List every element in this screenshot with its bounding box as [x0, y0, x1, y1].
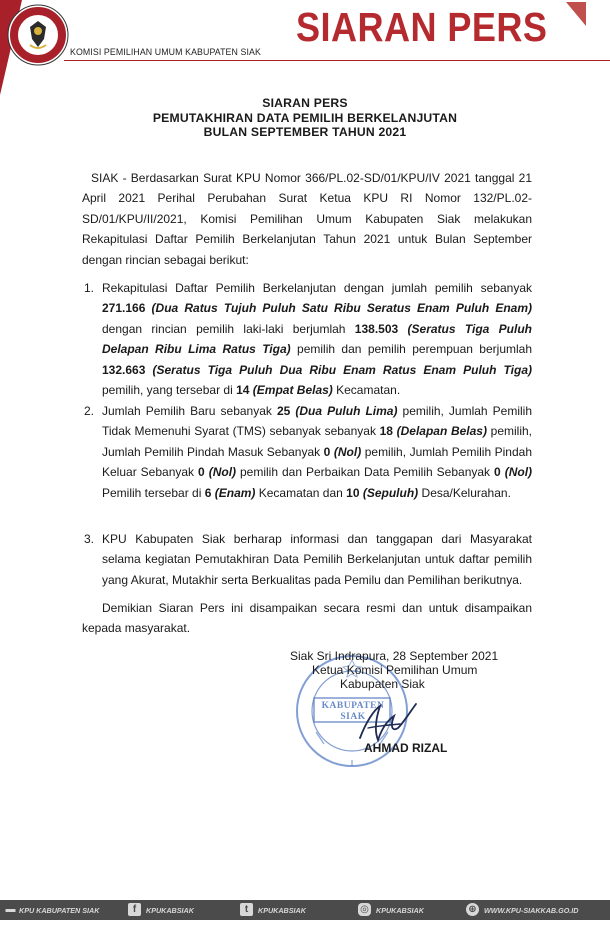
facebook-icon: f — [128, 903, 141, 916]
footer-facebook[interactable]: KPUKABSIAK — [146, 906, 194, 915]
footer-website[interactable]: WWW.KPU-SIAKKAB.GO.ID — [484, 906, 579, 915]
doc-title-line1: SIARAN PERS — [262, 96, 348, 110]
instagram-icon: ◎ — [358, 903, 371, 916]
doc-title-line3: BULAN SEPTEMBER TAHUN 2021 — [203, 125, 407, 139]
header-corner-accent — [566, 2, 586, 26]
list-item-1: Rekapitulasi Daftar Pemilih Berkelanjutan dengan jumlah pemilih sebanyak 271.166 (Dua Ratus Tujuh Puluh Satu Ribu Seratus Enam Puluh Enam) dengan rincian pemilih laki-laki berjumlah 138.503 (Seratus Tiga Puluh Delapan Ribu Lima Ratus Tiga) pemilih dan pemilih perempuan berjumlah 132.663 (Seratus Tiga Puluh Dua Ribu Enam Ratus Enam Puluh Tiga) pemilih, yang tersebar di 14 (Empat Belas) Kecamatan. — [102, 281, 532, 398]
header-divider — [64, 60, 610, 61]
list-number: 1. — [84, 281, 95, 295]
footer-twitter[interactable]: KPUKABSIAK — [258, 906, 306, 915]
kpu-mini-icon: ▬ — [5, 904, 16, 915]
closing-paragraph: Demikian Siaran Pers ini disampaikan secara resmi dan untuk disampaikan kepada masyarakat. — [82, 601, 532, 636]
signature-place-date: Siak Sri Indrapura, 28 September 2021 — [290, 649, 499, 663]
list-number: 2. — [84, 404, 95, 418]
header-big-title: SIARAN PERS — [296, 4, 548, 50]
signature-name: AHMAD RIZAL — [364, 741, 448, 755]
list-item-3: KPU Kabupaten Siak berharap informasi dan tanggapan dari Masyarakat selama kegiatan Pemutakhiran Data Pemilih Berkelanjutan untuk daftar pemilih yang Akurat, Mutakhir serta Berkualitas pada Pemilu dan Pemilihan berikutnya. — [102, 532, 532, 587]
list-item-2: Jumlah Pemilih Baru sebanyak 25 (Dua Puluh Lima) pemilih, Jumlah Pemilih Tidak Memenuhi Syarat (TMS) sebanyak sebanyak 18 (Delapan Belas) pemilih, Jumlah Pemilih Pindah Masuk Sebanyak 0 (Nol) pemilih, Jumlah Pemilih Pindah Keluar Sebanyak 0 (Nol) pemilih dan Perbaikan Data Pemilih Sebanyak 0 (Nol) Pemilih tersebar di 6 (Enam) Kecamatan dan 10 (Sepuluh) Desa/Kelurahan. — [102, 404, 533, 500]
list-number: 3. — [84, 532, 95, 546]
footer-instagram[interactable]: KPUKABSIAK — [376, 906, 424, 915]
stamp-text: KABUPATEN SIAK — [321, 701, 385, 722]
intro-paragraph: SIAK - Berdasarkan Surat KPU Nomor 366/PL.02-SD/01/KPU/IV 2021 tanggal 21 April 2021 Perihal Perubahan Surat Ketua KPU RI Nomor 132/PL.02-SD/01/KPU/II/2021, Komisi Pemilihan Umum Kabupaten Siak melakukan Rekapitulasi Daftar Pemilih Berkelanjutan Tahun 2021 untuk Bulan September dengan rincian sebagai berikut: — [82, 171, 532, 267]
footer-org[interactable]: KPU KABUPATEN SIAK — [19, 906, 100, 915]
globe-icon: ⊕ — [466, 903, 479, 916]
twitter-icon: t — [240, 903, 253, 916]
signature-position-line2: Kabupaten Siak — [340, 677, 425, 691]
kpu-logo — [6, 3, 70, 67]
doc-title-line2: PEMUTAKHIRAN DATA PEMILIH BERKELANJUTAN — [152, 111, 458, 125]
org-name: KOMISI PEMILIHAN UMUM KABUPATEN SIAK — [70, 47, 261, 57]
signature-position-line1: Ketua Komisi Pemilihan Umum — [312, 663, 478, 677]
